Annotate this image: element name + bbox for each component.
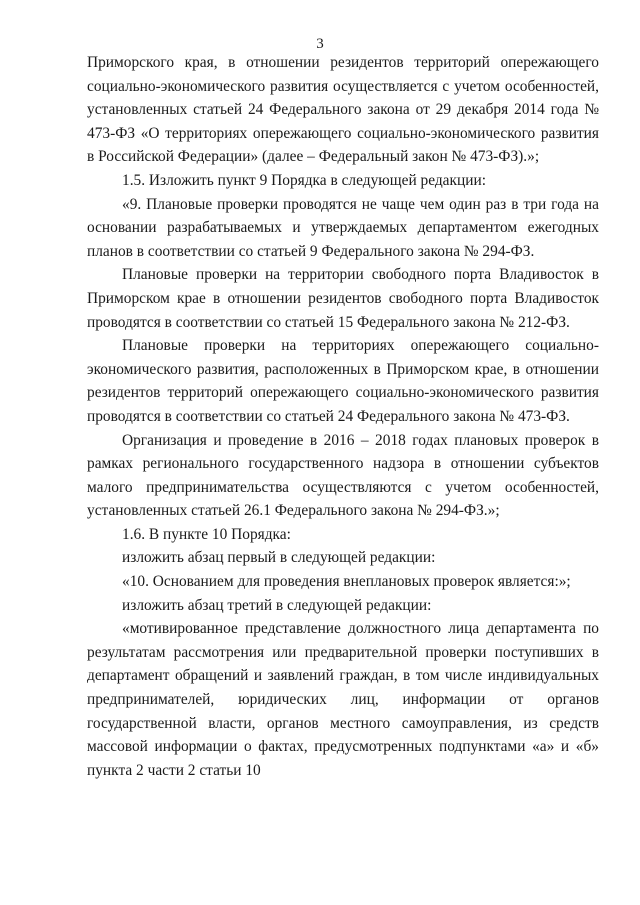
paragraph-advanced-development: Плановые проверки на территориях опережающего социально-экономического развития, расположенных в Приморском крае, в отношении резидентов территорий опережающего социально-экономического развития проводятся в соответствии со статьей 24 Федерального закона № 473-ФЗ. bbox=[87, 337, 599, 425]
page-number: 3 bbox=[316, 36, 324, 52]
paragraph-motivated-representation: «мотивированное представление должностного лица департамента по результатам рассмотрения или предварительной проверки поступивших в департамент обращений и заявлений граждан, в том числе индивидуальных предпринимателей, юридических лиц, информации от органов государственной власти, органов местного самоуправления, из средств массовой информации о фактах, предусмотренных подпунктами «а» и «б» пункта 2 части 2 статьи 10 bbox=[87, 620, 599, 779]
paragraph-free-port: Плановые проверки на территории свободного порта Владивосток в Приморском крае в отношении резидентов свободного порта Владивосток проводятся в соответствии со статьей 15 Федерального закона № 212-ФЗ. bbox=[87, 266, 599, 331]
paragraph-continuation: Приморского края, в отношении резидентов территорий опережающего социально-экономического развития осуществляется с учетом особенностей, установленных статьей 24 Федерального закона от 29 декабря 2014 года № 473-ФЗ «О территориях опережающего социально-экономического развития в Российской Федерации» (далее – Федеральный закон № 473-ФЗ).»; bbox=[87, 54, 599, 166]
paragraph-point-9: «9. Плановые проверки проводятся не чаще чем один раз в три года на основании разрабатываемых и утверждаемых департаментом ежегодных планов в соответствии со статьей 9 Федерального закона № 294-ФЗ. bbox=[87, 195, 599, 260]
paragraph-point-10: «10. Основанием для проведения внеплановых проверок является:»; bbox=[122, 573, 571, 591]
paragraph-item-1-5: 1.5. Изложить пункт 9 Порядка в следующей редакции: bbox=[122, 171, 486, 189]
paragraph-abzac-third: изложить абзац третий в следующей редакции: bbox=[122, 596, 432, 614]
paragraph-abzac-first: изложить абзац первый в следующей редакции: bbox=[122, 549, 436, 567]
paragraph-item-1-6: 1.6. В пункте 10 Порядка: bbox=[122, 525, 291, 543]
paragraph-small-business: Организация и проведение в 2016 – 2018 годах плановых проверок в рамках регионального государственного надзора в отношении субъектов малого предпринимательства осуществляются с учетом особенностей, установленных статьей 26.1 Федерального закона № 294-ФЗ.»; bbox=[87, 431, 599, 520]
document-body bbox=[87, 51, 599, 782]
